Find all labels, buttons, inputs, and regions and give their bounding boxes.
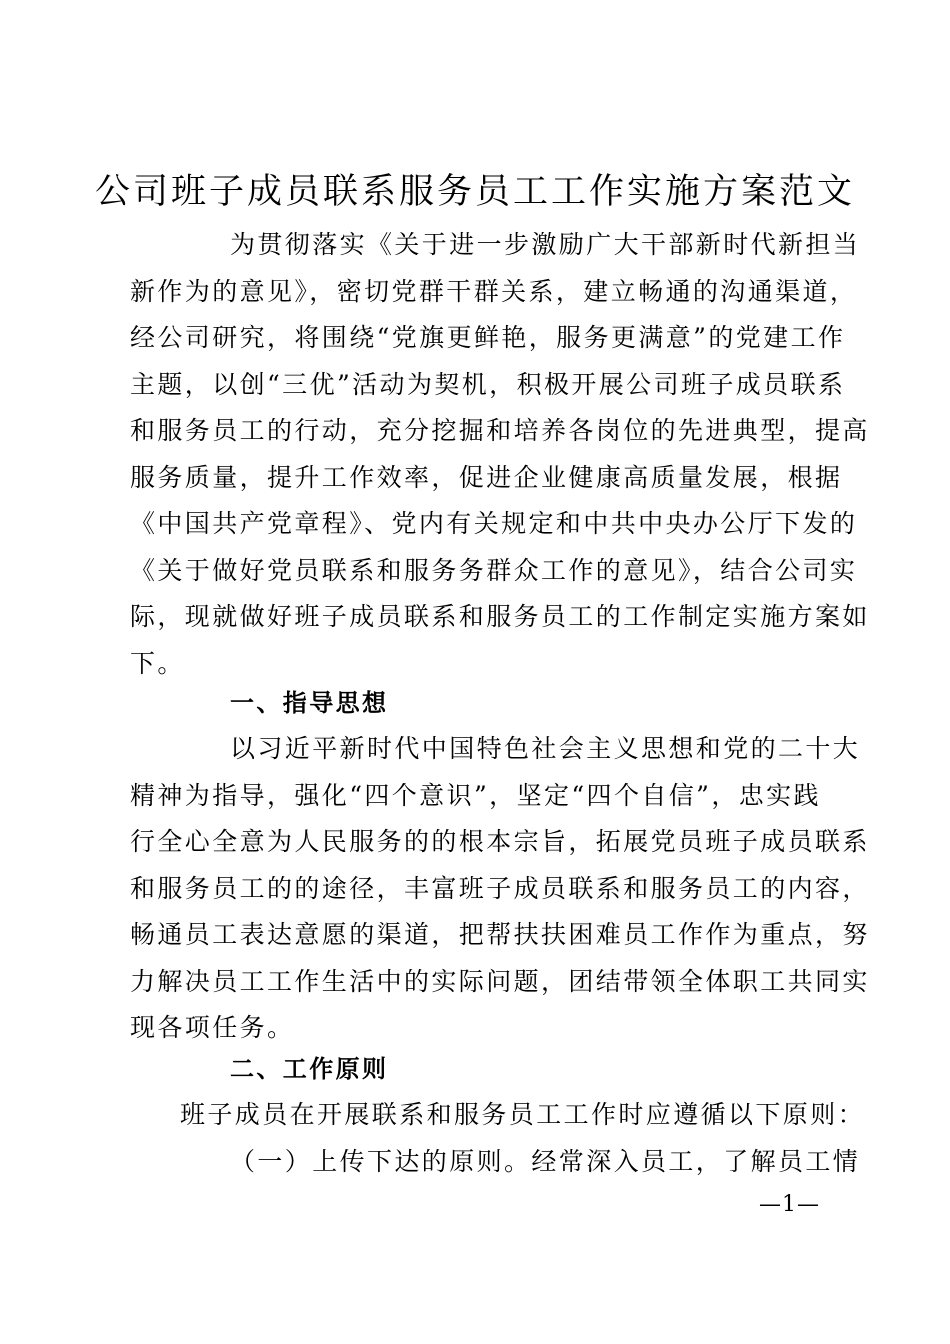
paragraph-line: 下。 <box>130 648 185 678</box>
paragraph-line: 《关于做好党员联系和服务务群众工作的意见》，结合公司实 <box>130 555 858 585</box>
paragraph-line: 新作为的意见》，密切党群干群关系，建立畅通的沟通渠道， <box>130 276 858 306</box>
paragraph-line: 和服务员工的行动，充分挖掘和培养各岗位的先进典型，提高 <box>130 416 870 445</box>
section-heading: 一、指导思想 <box>230 689 389 717</box>
paragraph-line: 以习近平新时代中国特色社会主义思想和党的二十大 <box>230 734 861 763</box>
intro-paragraph <box>130 222 870 687</box>
paragraph-line: （一）上传下达的原则。经常深入员工，了解员工情 <box>230 1146 861 1176</box>
paragraph-line: 《中国共产党章程》、党内有关规定和中共中央办公厅下发的 <box>130 509 858 538</box>
paragraph-line: 和服务员工的的途径，丰富班子成员联系和服务员工的内容， <box>130 873 870 903</box>
work-principles-paragraph <box>130 1092 866 1185</box>
section-heading-work-principles <box>130 1046 820 1093</box>
paragraph-line: 力解决员工工作生活中的实际问题，团结带领全体职工共同实 <box>130 966 870 996</box>
paragraph-line: 精神为指导，强化“四个意识”，坚定“四个自信”，忠实践 <box>130 780 821 810</box>
document-title: 公司班子成员联系服务员工工作实施方案范文 <box>94 172 855 212</box>
paragraph-line: 为贯彻落实《关于进一步激励广大干部新时代新担当 <box>230 230 861 259</box>
paragraph-line: 主题，以创“三优”活动为契机，积极开展公司班子成员联系 <box>130 369 846 399</box>
paragraph-line: 服务质量，提升工作效率，促进企业健康高质量发展，根据 <box>130 462 843 492</box>
paragraph-line: 行全心全意为人民服务的的根本宗旨，拓展党员班子成员联系 <box>130 827 870 856</box>
page-number: —1— <box>759 1192 820 1217</box>
paragraph-line: 际，现就做好班子成员联系和服务员工的工作制定实施方案如 <box>130 602 870 631</box>
paragraph-line: 畅通员工表达意愿的渠道，把帮扶扶困难员工作作为重点，努 <box>130 920 870 949</box>
paragraph-line: 经公司研究，将围绕“党旗更鲜艳，服务更满意”的党建工作 <box>130 323 846 352</box>
guiding-thought-paragraph <box>130 726 870 1052</box>
section-heading-guiding-thought <box>130 680 820 727</box>
paragraph-line: 现各项任务。 <box>130 1013 295 1042</box>
paragraph-line: 班子成员在开展联系和服务员工工作时应遵循以下原则： <box>180 1100 866 1129</box>
section-heading: 二、工作原则 <box>230 1055 389 1083</box>
